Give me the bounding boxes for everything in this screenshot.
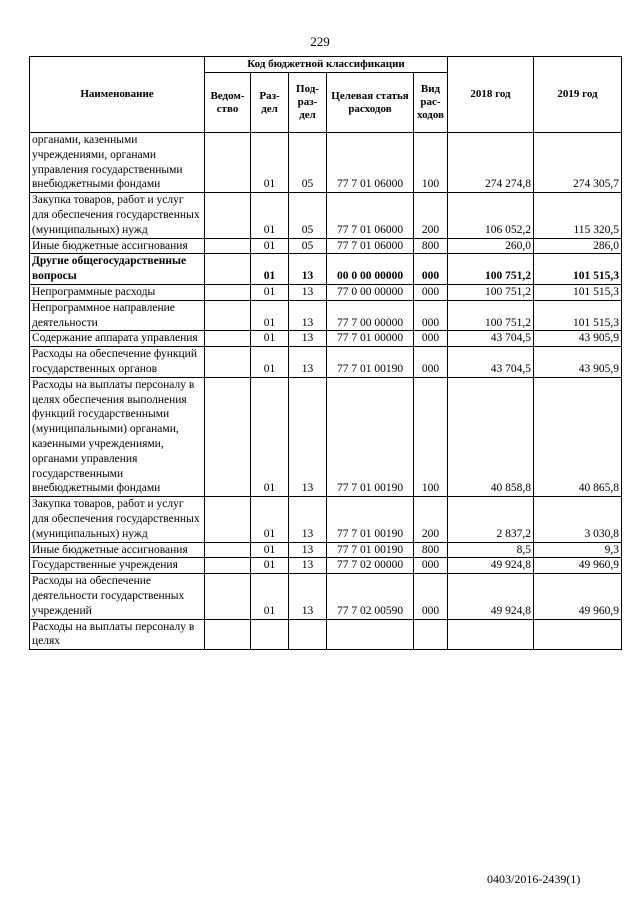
cell-ved — [205, 238, 251, 254]
cell-y2019: 286,0 — [534, 238, 622, 254]
cell-y2018: 100 751,2 — [448, 284, 534, 300]
cell-tsel: 77 7 01 06000 — [327, 238, 414, 254]
cell-razdel: 01 — [251, 574, 289, 619]
cell-y2019: 274 305,7 — [534, 133, 622, 193]
cell-y2019: 3 030,8 — [534, 497, 622, 542]
page-number: 229 — [310, 34, 330, 49]
cell-razdel — [251, 619, 289, 650]
cell-vid: 800 — [414, 542, 448, 558]
budget-table — [29, 56, 622, 650]
col-header-podrazdel: Под-раз-дел — [289, 73, 327, 133]
cell-vid: 000 — [414, 558, 448, 574]
cell-name: Непрограммные расходы — [30, 284, 205, 300]
cell-y2018: 49 924,8 — [448, 574, 534, 619]
cell-ved — [205, 347, 251, 378]
cell-name: Расходы на обеспечение функций государственных органов — [30, 347, 205, 378]
table-row — [30, 619, 622, 650]
table-row — [30, 542, 622, 558]
cell-y2019: 49 960,9 — [534, 558, 622, 574]
cell-name: Расходы на выплаты персоналу в целях — [30, 619, 205, 650]
col-header-2019: 2019 год — [534, 57, 622, 133]
cell-tsel: 77 7 01 06000 — [327, 193, 414, 238]
cell-name: Расходы на выплаты персоналу в целях обеспечения выполнения функций государственными (муниципальными) органами, казенными учреждениями, органами управления государственными внебюджетными фондами — [30, 377, 205, 496]
cell-name: Содержание аппарата управления — [30, 331, 205, 347]
table-row — [30, 558, 622, 574]
cell-vid: 100 — [414, 133, 448, 193]
cell-name: органами, казенными учреждениями, органами управления государственными внебюджетными фондами — [30, 133, 205, 193]
footer-code: 0403/2016-2439(1) — [487, 872, 581, 886]
col-header-razdel: Раз-дел — [251, 73, 289, 133]
cell-y2018 — [448, 619, 534, 650]
cell-tsel: 77 7 01 00190 — [327, 497, 414, 542]
cell-podrazdel: 13 — [289, 542, 327, 558]
cell-y2019: 101 515,3 — [534, 254, 622, 285]
cell-name: Государственные учреждения — [30, 558, 205, 574]
cell-podrazdel: 05 — [289, 238, 327, 254]
cell-y2018: 106 052,2 — [448, 193, 534, 238]
col-header-name: Наименование — [30, 57, 205, 133]
cell-name: Непрограммное направление деятельности — [30, 300, 205, 331]
cell-ved — [205, 497, 251, 542]
cell-razdel: 01 — [251, 284, 289, 300]
col-header-ved: Ведом-ство — [205, 73, 251, 133]
table-row — [30, 377, 622, 496]
cell-razdel: 01 — [251, 300, 289, 331]
cell-y2018: 49 924,8 — [448, 558, 534, 574]
cell-y2018: 100 751,2 — [448, 300, 534, 331]
table-body — [30, 133, 622, 650]
cell-razdel: 01 — [251, 497, 289, 542]
cell-vid: 000 — [414, 347, 448, 378]
table-row — [30, 193, 622, 238]
cell-podrazdel: 13 — [289, 284, 327, 300]
cell-y2018: 100 751,2 — [448, 254, 534, 285]
cell-ved — [205, 300, 251, 331]
cell-vid: 000 — [414, 300, 448, 331]
cell-ved — [205, 574, 251, 619]
col-header-vid: Вид рас-ходов — [414, 73, 448, 133]
table-row — [30, 300, 622, 331]
cell-y2019: 43 905,9 — [534, 331, 622, 347]
cell-tsel: 77 7 02 00000 — [327, 558, 414, 574]
cell-name: Закупка товаров, работ и услуг для обеспечения государственных (муниципальных) нужд — [30, 193, 205, 238]
cell-razdel: 01 — [251, 133, 289, 193]
cell-podrazdel: 13 — [289, 574, 327, 619]
cell-vid: 000 — [414, 284, 448, 300]
table-row — [30, 347, 622, 378]
cell-y2019: 101 515,3 — [534, 300, 622, 331]
cell-y2018: 43 704,5 — [448, 331, 534, 347]
cell-ved — [205, 254, 251, 285]
cell-tsel: 77 7 01 00000 — [327, 331, 414, 347]
cell-vid: 200 — [414, 193, 448, 238]
cell-vid: 200 — [414, 497, 448, 542]
cell-ved — [205, 619, 251, 650]
table-row — [30, 284, 622, 300]
cell-name: Иные бюджетные ассигнования — [30, 238, 205, 254]
cell-podrazdel: 13 — [289, 331, 327, 347]
cell-tsel: 77 7 00 00000 — [327, 300, 414, 331]
cell-tsel: 77 0 00 00000 — [327, 284, 414, 300]
cell-razdel: 01 — [251, 238, 289, 254]
table-row — [30, 133, 622, 193]
cell-ved — [205, 133, 251, 193]
cell-podrazdel: 13 — [289, 254, 327, 285]
cell-vid: 000 — [414, 331, 448, 347]
cell-podrazdel: 13 — [289, 377, 327, 496]
cell-razdel: 01 — [251, 347, 289, 378]
cell-y2019 — [534, 619, 622, 650]
cell-y2019: 115 320,5 — [534, 193, 622, 238]
cell-vid: 100 — [414, 377, 448, 496]
cell-tsel — [327, 619, 414, 650]
cell-y2019: 43 905,9 — [534, 347, 622, 378]
cell-razdel: 01 — [251, 558, 289, 574]
table-row — [30, 574, 622, 619]
cell-tsel: 77 7 02 00590 — [327, 574, 414, 619]
cell-name: Иные бюджетные ассигнования — [30, 542, 205, 558]
cell-podrazdel: 13 — [289, 558, 327, 574]
cell-podrazdel: 13 — [289, 497, 327, 542]
cell-razdel: 01 — [251, 542, 289, 558]
cell-vid: 800 — [414, 238, 448, 254]
col-header-2018: 2018 год — [448, 57, 534, 133]
cell-tsel: 77 7 01 00190 — [327, 377, 414, 496]
table-row — [30, 331, 622, 347]
cell-name: Расходы на обеспечение деятельности государственных учреждений — [30, 574, 205, 619]
cell-ved — [205, 377, 251, 496]
cell-vid: 000 — [414, 574, 448, 619]
cell-razdel: 01 — [251, 377, 289, 496]
cell-podrazdel — [289, 619, 327, 650]
cell-y2018: 2 837,2 — [448, 497, 534, 542]
table-row — [30, 497, 622, 542]
cell-ved — [205, 193, 251, 238]
cell-y2018: 40 858,8 — [448, 377, 534, 496]
cell-tsel: 00 0 00 00000 — [327, 254, 414, 285]
cell-razdel: 01 — [251, 254, 289, 285]
cell-name: Закупка товаров, работ и услуг для обеспечения государственных (муниципальных) нужд — [30, 497, 205, 542]
cell-y2019: 40 865,8 — [534, 377, 622, 496]
cell-tsel: 77 7 01 06000 — [327, 133, 414, 193]
cell-tsel: 77 7 01 00190 — [327, 542, 414, 558]
cell-ved — [205, 558, 251, 574]
cell-ved — [205, 284, 251, 300]
cell-vid — [414, 619, 448, 650]
table-row — [30, 238, 622, 254]
cell-y2019: 9,3 — [534, 542, 622, 558]
cell-ved — [205, 542, 251, 558]
cell-y2018: 274 274,8 — [448, 133, 534, 193]
cell-razdel: 01 — [251, 331, 289, 347]
cell-ved — [205, 331, 251, 347]
table-row — [30, 254, 622, 285]
cell-y2018: 8,5 — [448, 542, 534, 558]
cell-name: Другие общегосударственные вопросы — [30, 254, 205, 285]
cell-y2018: 43 704,5 — [448, 347, 534, 378]
col-header-group: Код бюджетной классификации — [205, 57, 448, 73]
cell-tsel: 77 7 01 00190 — [327, 347, 414, 378]
cell-podrazdel: 05 — [289, 133, 327, 193]
cell-vid: 000 — [414, 254, 448, 285]
cell-podrazdel: 13 — [289, 347, 327, 378]
cell-y2018: 260,0 — [448, 238, 534, 254]
cell-podrazdel: 05 — [289, 193, 327, 238]
cell-y2019: 49 960,9 — [534, 574, 622, 619]
col-header-tsel: Целевая статья расходов — [327, 73, 414, 133]
cell-y2019: 101 515,3 — [534, 284, 622, 300]
cell-razdel: 01 — [251, 193, 289, 238]
cell-podrazdel: 13 — [289, 300, 327, 331]
